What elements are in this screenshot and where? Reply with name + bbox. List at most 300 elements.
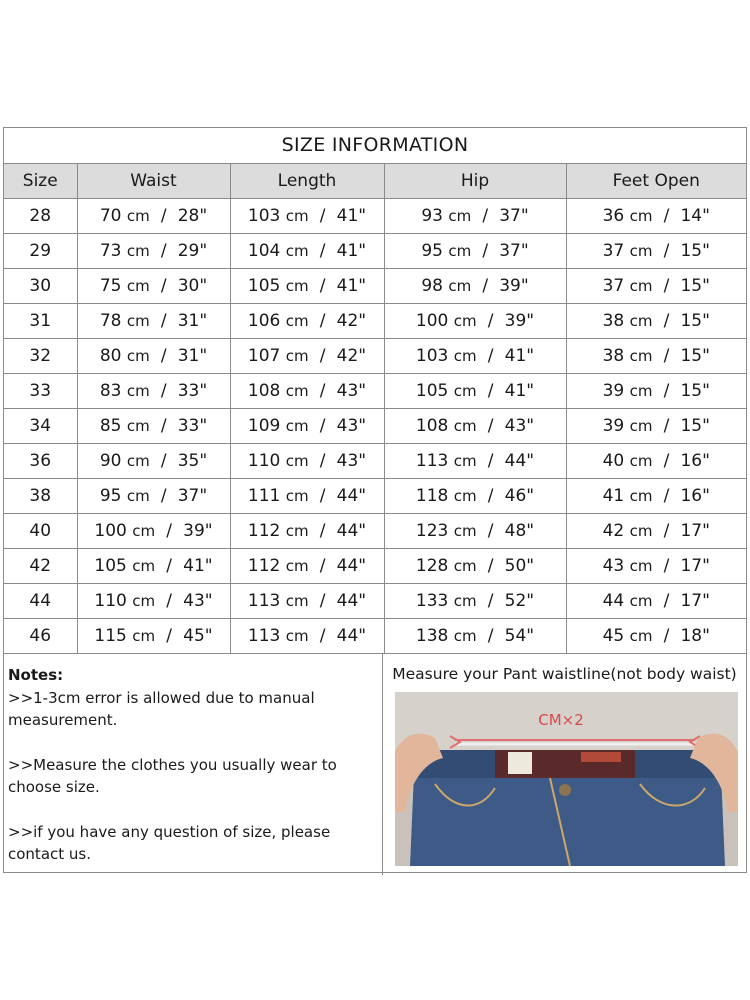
inch-value: 15" [680, 346, 710, 366]
cm-value: 85 [99, 416, 122, 436]
inch-value: 39" [504, 311, 535, 331]
inch-value: 44" [336, 591, 367, 611]
size-cell: 31 [4, 304, 77, 339]
size-cell: 40 [4, 514, 77, 549]
cm-unit: cm [453, 382, 477, 400]
header-length: Length [230, 164, 384, 199]
waist-cell [77, 584, 230, 619]
waist-cell [77, 304, 230, 339]
feet-open-cell [566, 444, 746, 479]
separator: / [160, 416, 167, 436]
separator: / [663, 241, 670, 261]
hip-cell [384, 269, 566, 304]
bottom-section [4, 654, 746, 875]
cm-value: 45 [602, 626, 625, 646]
separator: / [663, 346, 670, 366]
cm-value: 128 [415, 556, 449, 576]
inch-value: 45" [183, 626, 213, 646]
inch-value: 52" [504, 591, 535, 611]
hip-cell [384, 374, 566, 409]
length-cell [230, 339, 384, 374]
inch-value: 14" [680, 206, 710, 226]
cm-value: 108 [247, 381, 281, 401]
feet-open-cell [566, 199, 746, 234]
cm-unit: cm [629, 207, 653, 225]
separator: / [319, 206, 326, 226]
cm-unit: cm [126, 242, 150, 260]
inch-value: 42" [336, 311, 367, 331]
note-item: >>Measure the clothes you usually wear to choose size. [8, 755, 337, 796]
cm-value: 98 [421, 276, 443, 296]
inch-value: 43" [336, 451, 367, 471]
cm-unit: cm [285, 312, 309, 330]
cm-unit: cm [453, 417, 477, 435]
length-cell [230, 234, 384, 269]
hip-cell [384, 619, 566, 654]
separator: / [319, 451, 326, 471]
feet-open-cell [566, 269, 746, 304]
size-cell: 42 [4, 549, 77, 584]
size-cell: 33 [4, 374, 77, 409]
separator: / [319, 276, 326, 296]
size-table [4, 164, 746, 654]
length-cell [230, 304, 384, 339]
hip-cell [384, 199, 566, 234]
cm-unit: cm [126, 452, 150, 470]
hip-cell [384, 339, 566, 374]
cm-unit: cm [285, 522, 309, 540]
separator: / [166, 521, 172, 541]
inch-value: 43" [336, 416, 367, 436]
table-row [4, 514, 746, 549]
cm-value: 41 [602, 486, 625, 506]
note-item: >>1-3cm error is allowed due to manual measurement. [8, 688, 315, 729]
cm-x2-label: CM×2 [538, 711, 584, 729]
separator: / [663, 626, 670, 646]
cm-unit: cm [126, 487, 150, 505]
cm-value: 138 [415, 626, 449, 646]
table-header-row [4, 164, 746, 199]
separator: / [487, 381, 494, 401]
size-cell: 28 [4, 199, 77, 234]
size-cell: 30 [4, 269, 77, 304]
table-row [4, 374, 746, 409]
feet-open-cell [566, 304, 746, 339]
feet-open-cell [566, 339, 746, 374]
cm-value: 123 [415, 521, 449, 541]
cm-unit: cm [629, 522, 653, 540]
inch-value: 35" [177, 451, 208, 471]
table-row [4, 304, 746, 339]
table-row [4, 339, 746, 374]
separator: / [663, 486, 670, 506]
cm-unit: cm [285, 417, 309, 435]
inch-value: 42" [336, 346, 367, 366]
table-row [4, 234, 746, 269]
cm-value: 104 [247, 241, 281, 261]
note-item: >>if you have any question of size, please contact us. [8, 822, 331, 863]
separator: / [319, 591, 326, 611]
notes-title: Notes: [8, 666, 64, 684]
length-cell [230, 619, 384, 654]
waist-cell [77, 269, 230, 304]
inch-value: 18" [680, 626, 710, 646]
inch-value: 44" [336, 486, 367, 506]
inch-value: 15" [680, 381, 710, 401]
waist-cell [77, 444, 230, 479]
cm-value: 37 [602, 276, 625, 296]
cm-unit: cm [126, 207, 150, 225]
inch-value: 17" [680, 521, 710, 541]
inch-value: 15" [680, 416, 710, 436]
separator: / [482, 241, 489, 261]
waist-cell [77, 199, 230, 234]
separator: / [160, 206, 167, 226]
cm-unit: cm [285, 452, 309, 470]
separator: / [319, 626, 326, 646]
separator: / [663, 521, 670, 541]
cm-value: 108 [415, 416, 449, 436]
size-cell: 44 [4, 584, 77, 619]
hip-cell [384, 234, 566, 269]
hip-cell [384, 514, 566, 549]
cm-unit: cm [453, 312, 477, 330]
hip-cell [384, 444, 566, 479]
cm-unit: cm [453, 452, 477, 470]
inch-value: 41" [336, 241, 367, 261]
cm-value: 113 [415, 451, 449, 471]
inch-value: 17" [680, 591, 710, 611]
size-cell: 38 [4, 479, 77, 514]
cm-value: 112 [247, 556, 281, 576]
cm-value: 107 [247, 346, 281, 366]
separator: / [663, 381, 670, 401]
cm-value: 103 [247, 206, 281, 226]
cm-value: 38 [602, 346, 625, 366]
separator: / [166, 556, 172, 576]
cm-value: 44 [602, 591, 625, 611]
hip-cell [384, 479, 566, 514]
inch-value: 31" [177, 346, 208, 366]
inch-value: 15" [680, 276, 710, 296]
separator: / [663, 416, 670, 436]
inch-value: 37" [499, 206, 529, 226]
inch-value: 41" [504, 381, 535, 401]
inch-value: 44" [504, 451, 535, 471]
length-cell [230, 199, 384, 234]
cm-value: 43 [602, 556, 625, 576]
inch-value: 43" [183, 591, 213, 611]
cm-unit: cm [126, 382, 150, 400]
separator: / [160, 241, 167, 261]
cm-value: 73 [99, 241, 122, 261]
separator: / [663, 556, 670, 576]
cm-value: 109 [247, 416, 281, 436]
cm-unit: cm [285, 347, 309, 365]
cm-value: 78 [99, 311, 122, 331]
cm-unit: cm [126, 277, 150, 295]
separator: / [487, 451, 494, 471]
length-cell [230, 409, 384, 444]
waistline-photo [395, 692, 738, 866]
cm-unit: cm [285, 592, 309, 610]
separator: / [319, 241, 326, 261]
cm-unit: cm [285, 242, 309, 260]
cm-value: 112 [247, 521, 281, 541]
inch-value: 48" [504, 521, 535, 541]
separator: / [160, 346, 167, 366]
waist-cell [77, 619, 230, 654]
cm-value: 38 [602, 311, 625, 331]
cm-unit: cm [629, 452, 653, 470]
cm-unit: cm [629, 417, 653, 435]
inch-value: 31" [177, 311, 208, 331]
cm-unit: cm [453, 557, 477, 575]
cm-value: 93 [421, 206, 443, 226]
feet-open-cell [566, 234, 746, 269]
feet-open-cell [566, 514, 746, 549]
cm-unit: cm [126, 417, 150, 435]
cm-value: 39 [602, 416, 625, 436]
cm-value: 75 [99, 276, 122, 296]
cm-unit: cm [448, 207, 472, 225]
cm-unit: cm [132, 522, 156, 540]
inch-value: 44" [336, 521, 367, 541]
separator: / [319, 416, 326, 436]
size-cell: 34 [4, 409, 77, 444]
cm-value: 95 [421, 241, 443, 261]
inch-value: 16" [680, 486, 710, 506]
inch-value: 15" [680, 241, 710, 261]
waist-cell [77, 234, 230, 269]
inch-value: 30" [177, 276, 208, 296]
separator: / [487, 521, 494, 541]
cm-unit: cm [629, 242, 653, 260]
measure-caption: Measure your Pant waistline(not body waist) [392, 665, 737, 683]
cm-value: 42 [602, 521, 625, 541]
waist-cell [77, 549, 230, 584]
cm-unit: cm [448, 277, 472, 295]
inch-value: 37" [177, 486, 208, 506]
size-cell: 36 [4, 444, 77, 479]
separator: / [487, 416, 494, 436]
cm-unit: cm [453, 522, 477, 540]
separator: / [487, 486, 494, 506]
inch-value: 28" [177, 206, 208, 226]
cm-unit: cm [453, 592, 477, 610]
cm-value: 118 [415, 486, 449, 506]
cm-unit: cm [629, 627, 653, 645]
table-row [4, 584, 746, 619]
hip-cell [384, 409, 566, 444]
cm-value: 115 [94, 626, 127, 646]
cm-value: 80 [99, 346, 122, 366]
cm-unit: cm [285, 487, 309, 505]
separator: / [166, 591, 172, 611]
inch-value: 37" [499, 241, 529, 261]
separator: / [482, 276, 489, 296]
cm-unit: cm [285, 627, 309, 645]
separator: / [160, 311, 167, 331]
cm-value: 83 [99, 381, 122, 401]
cm-unit: cm [132, 557, 156, 575]
cm-unit: cm [629, 382, 653, 400]
cm-unit: cm [629, 557, 653, 575]
inch-value: 41" [336, 276, 367, 296]
feet-open-cell [566, 584, 746, 619]
cm-value: 133 [415, 591, 449, 611]
inch-value: 43" [504, 416, 535, 436]
separator: / [663, 276, 670, 296]
jeans-illustration [395, 692, 738, 866]
separator: / [663, 591, 670, 611]
header-size: Size [4, 164, 77, 199]
cm-unit: cm [132, 592, 156, 610]
cm-unit: cm [453, 627, 477, 645]
cm-value: 90 [99, 451, 122, 471]
cm-unit: cm [629, 312, 653, 330]
size-chart [3, 127, 747, 873]
inch-value: 41" [183, 556, 213, 576]
waist-cell [77, 409, 230, 444]
cm-value: 113 [247, 591, 281, 611]
length-cell [230, 269, 384, 304]
length-cell [230, 514, 384, 549]
separator: / [487, 556, 494, 576]
cm-value: 100 [415, 311, 449, 331]
cm-unit: cm [453, 487, 477, 505]
cm-unit: cm [126, 347, 150, 365]
separator: / [319, 556, 326, 576]
table-row [4, 199, 746, 234]
notes-panel [4, 654, 383, 875]
cm-unit: cm [629, 592, 653, 610]
cm-value: 36 [602, 206, 625, 226]
inch-value: 39" [183, 521, 213, 541]
cm-unit: cm [629, 487, 653, 505]
size-cell: 32 [4, 339, 77, 374]
cm-value: 105 [247, 276, 281, 296]
separator: / [663, 451, 670, 471]
separator: / [487, 591, 494, 611]
separator: / [160, 486, 167, 506]
cm-unit: cm [285, 277, 309, 295]
length-cell [230, 479, 384, 514]
table-row [4, 444, 746, 479]
header-hip: Hip [384, 164, 566, 199]
length-cell [230, 549, 384, 584]
waist-cell [77, 479, 230, 514]
inch-value: 39" [499, 276, 529, 296]
table-row [4, 269, 746, 304]
separator: / [319, 311, 326, 331]
separator: / [487, 346, 494, 366]
cm-value: 110 [247, 451, 281, 471]
cm-value: 105 [415, 381, 449, 401]
inch-value: 41" [504, 346, 535, 366]
feet-open-cell [566, 479, 746, 514]
cm-unit: cm [285, 207, 309, 225]
cm-value: 70 [99, 206, 122, 226]
inch-value: 44" [336, 556, 367, 576]
inch-value: 16" [680, 451, 710, 471]
separator: / [482, 206, 489, 226]
cm-value: 40 [602, 451, 625, 471]
cm-unit: cm [132, 627, 156, 645]
cm-value: 103 [415, 346, 449, 366]
inch-value: 54" [504, 626, 535, 646]
feet-open-cell [566, 409, 746, 444]
inch-value: 46" [504, 486, 535, 506]
table-row [4, 479, 746, 514]
inch-value: 44" [336, 626, 367, 646]
inch-value: 43" [336, 381, 367, 401]
cm-unit: cm [285, 557, 309, 575]
cm-value: 110 [94, 591, 127, 611]
cm-unit: cm [448, 242, 472, 260]
separator: / [319, 346, 326, 366]
feet-open-cell [566, 374, 746, 409]
size-cell: 29 [4, 234, 77, 269]
inch-value: 29" [177, 241, 208, 261]
cm-unit: cm [629, 277, 653, 295]
hip-cell [384, 304, 566, 339]
waist-cell [77, 339, 230, 374]
header-feet-open: Feet Open [566, 164, 746, 199]
cm-value: 113 [247, 626, 281, 646]
length-cell [230, 584, 384, 619]
measure-panel [383, 654, 746, 875]
length-cell [230, 444, 384, 479]
hip-cell [384, 584, 566, 619]
feet-open-cell [566, 619, 746, 654]
cm-unit: cm [629, 347, 653, 365]
chart-title: SIZE INFORMATION [4, 128, 746, 164]
separator: / [319, 521, 326, 541]
cm-value: 37 [602, 241, 625, 261]
header-waist: Waist [77, 164, 230, 199]
separator: / [487, 311, 494, 331]
waist-cell [77, 514, 230, 549]
separator: / [160, 276, 167, 296]
cm-value: 111 [247, 486, 281, 506]
separator: / [663, 206, 670, 226]
cm-value: 100 [94, 521, 127, 541]
separator: / [319, 381, 326, 401]
cm-value: 106 [247, 311, 281, 331]
feet-open-cell [566, 549, 746, 584]
cm-unit: cm [126, 312, 150, 330]
separator: / [487, 626, 494, 646]
cm-unit: cm [453, 347, 477, 365]
separator: / [663, 311, 670, 331]
table-row [4, 619, 746, 654]
separator: / [166, 626, 172, 646]
size-cell: 46 [4, 619, 77, 654]
cm-unit: cm [285, 382, 309, 400]
hip-cell [384, 549, 566, 584]
inch-value: 33" [177, 416, 208, 436]
separator: / [319, 486, 326, 506]
inch-value: 41" [336, 206, 367, 226]
table-row [4, 549, 746, 584]
cm-value: 95 [99, 486, 122, 506]
inch-value: 15" [680, 311, 710, 331]
inch-value: 17" [680, 556, 710, 576]
cm-value: 39 [602, 381, 625, 401]
inch-value: 50" [504, 556, 535, 576]
length-cell [230, 374, 384, 409]
